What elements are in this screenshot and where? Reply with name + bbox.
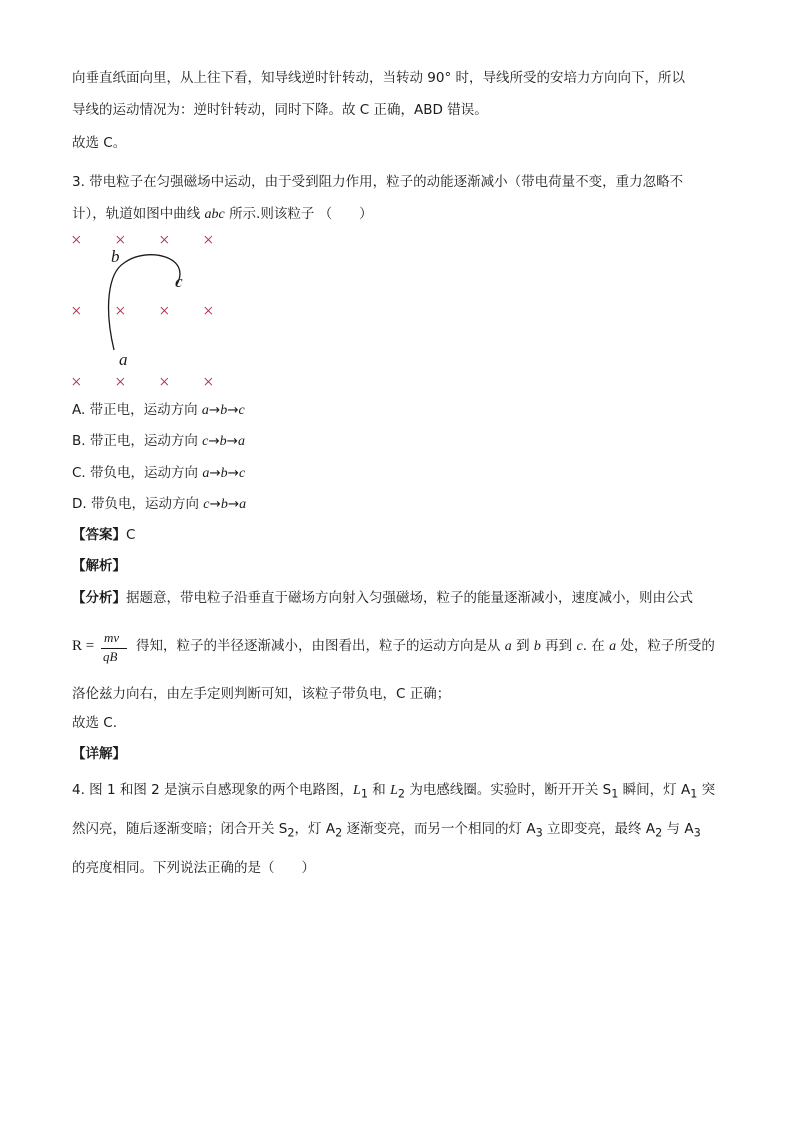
analysis-text: 处，粒子所受的 bbox=[616, 638, 715, 654]
inductor-symbol: L bbox=[353, 783, 361, 798]
radius-formula bbox=[72, 630, 134, 666]
magnetic-field-figure bbox=[66, 228, 246, 393]
question-4-line-1 bbox=[72, 780, 715, 805]
option-b-text: B. 带正电，运动方向 bbox=[72, 433, 203, 449]
detail-tag: 【详解】 bbox=[72, 746, 126, 762]
q4-text: 和 bbox=[367, 782, 391, 798]
field-cross: × bbox=[159, 230, 170, 251]
field-cross: × bbox=[115, 230, 126, 251]
field-cross: × bbox=[115, 372, 126, 393]
option-point: b bbox=[220, 403, 228, 418]
formula-denominator: qB bbox=[103, 649, 118, 664]
option-point: c bbox=[238, 466, 246, 481]
q3-curve-label: abc bbox=[204, 207, 225, 222]
subscript: 2 bbox=[287, 826, 295, 840]
arrow-icon: → bbox=[227, 496, 240, 512]
field-cross: × bbox=[203, 301, 214, 322]
answer-tag: 【答案】 bbox=[72, 527, 126, 543]
option-point: c bbox=[238, 403, 245, 418]
point-label-c: c bbox=[175, 272, 183, 291]
q3-text-end: 所示.则该粒子 （ ） bbox=[229, 206, 373, 222]
analysis-tag: 【解析】 bbox=[72, 558, 126, 574]
subscript: 2 bbox=[655, 826, 663, 840]
analysis-text: 得知，粒子的半径逐渐减小，由图看出，粒子的运动方向是从 bbox=[136, 638, 505, 654]
q4-text: 突 bbox=[697, 782, 716, 798]
analysis-line-3: 洛伦兹力向右，由左手定则判断可知，该粒子带负电，C 正确； bbox=[72, 686, 451, 702]
fenxi-text: 据题意，带电粒子沿垂直于磁场方向射入匀强磁场，粒子的能量逐渐减小，速度减小，则由公式 bbox=[126, 590, 693, 606]
option-point: a bbox=[237, 434, 245, 449]
text-line-3: 故选 C。 bbox=[72, 135, 127, 151]
field-cross: × bbox=[115, 301, 126, 322]
analysis-line-1 bbox=[72, 588, 693, 608]
option-a-text: A. 带正电，运动方向 bbox=[72, 402, 202, 418]
question-4-line-2 bbox=[72, 819, 701, 844]
option-point: a bbox=[201, 403, 209, 418]
option-d-text: D. 带负电，运动方向 bbox=[72, 496, 204, 512]
q4-text: 立即变亮，最终 A bbox=[542, 821, 656, 837]
option-point: b bbox=[220, 466, 228, 481]
analysis-point: a bbox=[609, 639, 617, 654]
arrow-icon: → bbox=[208, 402, 221, 418]
arrow-icon: → bbox=[209, 465, 221, 481]
field-cross: × bbox=[159, 372, 170, 393]
option-d[interactable] bbox=[72, 494, 246, 515]
subscript: 1 bbox=[611, 787, 619, 801]
field-cross: × bbox=[203, 372, 214, 393]
q4-text: 然闪亮，随后逐渐变暗；闭合开关 S bbox=[72, 821, 288, 837]
q4-text: 瞬间，灯 A bbox=[618, 782, 691, 798]
analysis-line-4: 故选 C. bbox=[72, 715, 118, 731]
q4-text: 为电感线圈。实验时，断开开关 S bbox=[405, 782, 612, 798]
text-line-2: 导线的运动情况为：逆时针转动，同时下降。故 C 正确，ABD 错误。 bbox=[72, 102, 488, 118]
subscript: 3 bbox=[693, 826, 701, 840]
analysis-line-2 bbox=[136, 636, 715, 657]
option-point: a bbox=[239, 497, 247, 512]
arrow-icon: → bbox=[208, 433, 220, 449]
subscript: 3 bbox=[535, 826, 543, 840]
subscript: 2 bbox=[335, 826, 343, 840]
analysis-text: 再到 bbox=[540, 638, 577, 654]
q4-text: 与 A bbox=[662, 821, 694, 837]
text-line-1: 向垂直纸面向里，从上往下看，知导线逆时针转动，当转动 90° 时，导线所受的安培力方向向下，所以 bbox=[72, 70, 686, 86]
arrow-icon: → bbox=[227, 465, 239, 481]
answer-line bbox=[72, 525, 135, 545]
fenxi-tag: 【分析】 bbox=[72, 590, 126, 606]
field-cross: × bbox=[203, 230, 214, 251]
arrow-icon: → bbox=[227, 402, 239, 418]
field-cross: × bbox=[71, 372, 82, 393]
q4-text: ，灯 A bbox=[294, 821, 336, 837]
analysis-text: . 在 bbox=[582, 638, 610, 654]
analysis-point: c bbox=[576, 639, 583, 654]
analysis-point: a bbox=[504, 639, 512, 654]
formula-numerator: mv bbox=[104, 630, 120, 645]
subscript: 2 bbox=[397, 787, 406, 801]
q4-text: 逐渐变亮，而另一个相同的灯 A bbox=[342, 821, 536, 837]
option-point: b bbox=[220, 497, 228, 512]
option-a[interactable] bbox=[72, 400, 245, 421]
arrow-icon: → bbox=[226, 433, 238, 449]
answer-value: C bbox=[126, 527, 136, 543]
field-cross: × bbox=[159, 301, 170, 322]
analysis-point: b bbox=[533, 639, 541, 654]
point-label-b: b bbox=[111, 247, 120, 266]
question-3-line-2 bbox=[72, 204, 373, 225]
inductor-symbol: L bbox=[390, 783, 398, 798]
arrow-icon: → bbox=[209, 496, 221, 512]
option-point: b bbox=[219, 434, 227, 449]
q3-text: 计），轨道如图中曲线 bbox=[72, 206, 201, 222]
point-label-a: a bbox=[119, 350, 128, 369]
question-4-line-3: 的亮度相同。下列说法正确的是（ ） bbox=[72, 860, 315, 876]
subscript: 1 bbox=[360, 787, 368, 801]
formula-lhs: R = bbox=[72, 638, 95, 654]
field-cross: × bbox=[71, 230, 82, 251]
analysis-text: 到 bbox=[511, 638, 534, 654]
option-point: c bbox=[203, 497, 210, 512]
option-point: c bbox=[202, 434, 209, 449]
option-c-text: C. 带负电，运动方向 bbox=[72, 465, 203, 481]
subscript: 1 bbox=[690, 787, 698, 801]
question-3-line-1: 3. 带电粒子在匀强磁场中运动，由于受到阻力作用，粒子的动能逐渐减小（带电荷量不变，重力忽略不 bbox=[72, 174, 684, 190]
field-cross: × bbox=[71, 301, 82, 322]
q4-text: 4. 图 1 和图 2 是演示自感现象的两个电路图， bbox=[72, 782, 354, 798]
option-b[interactable] bbox=[72, 431, 245, 452]
option-point: a bbox=[202, 466, 210, 481]
option-c[interactable] bbox=[72, 463, 245, 484]
